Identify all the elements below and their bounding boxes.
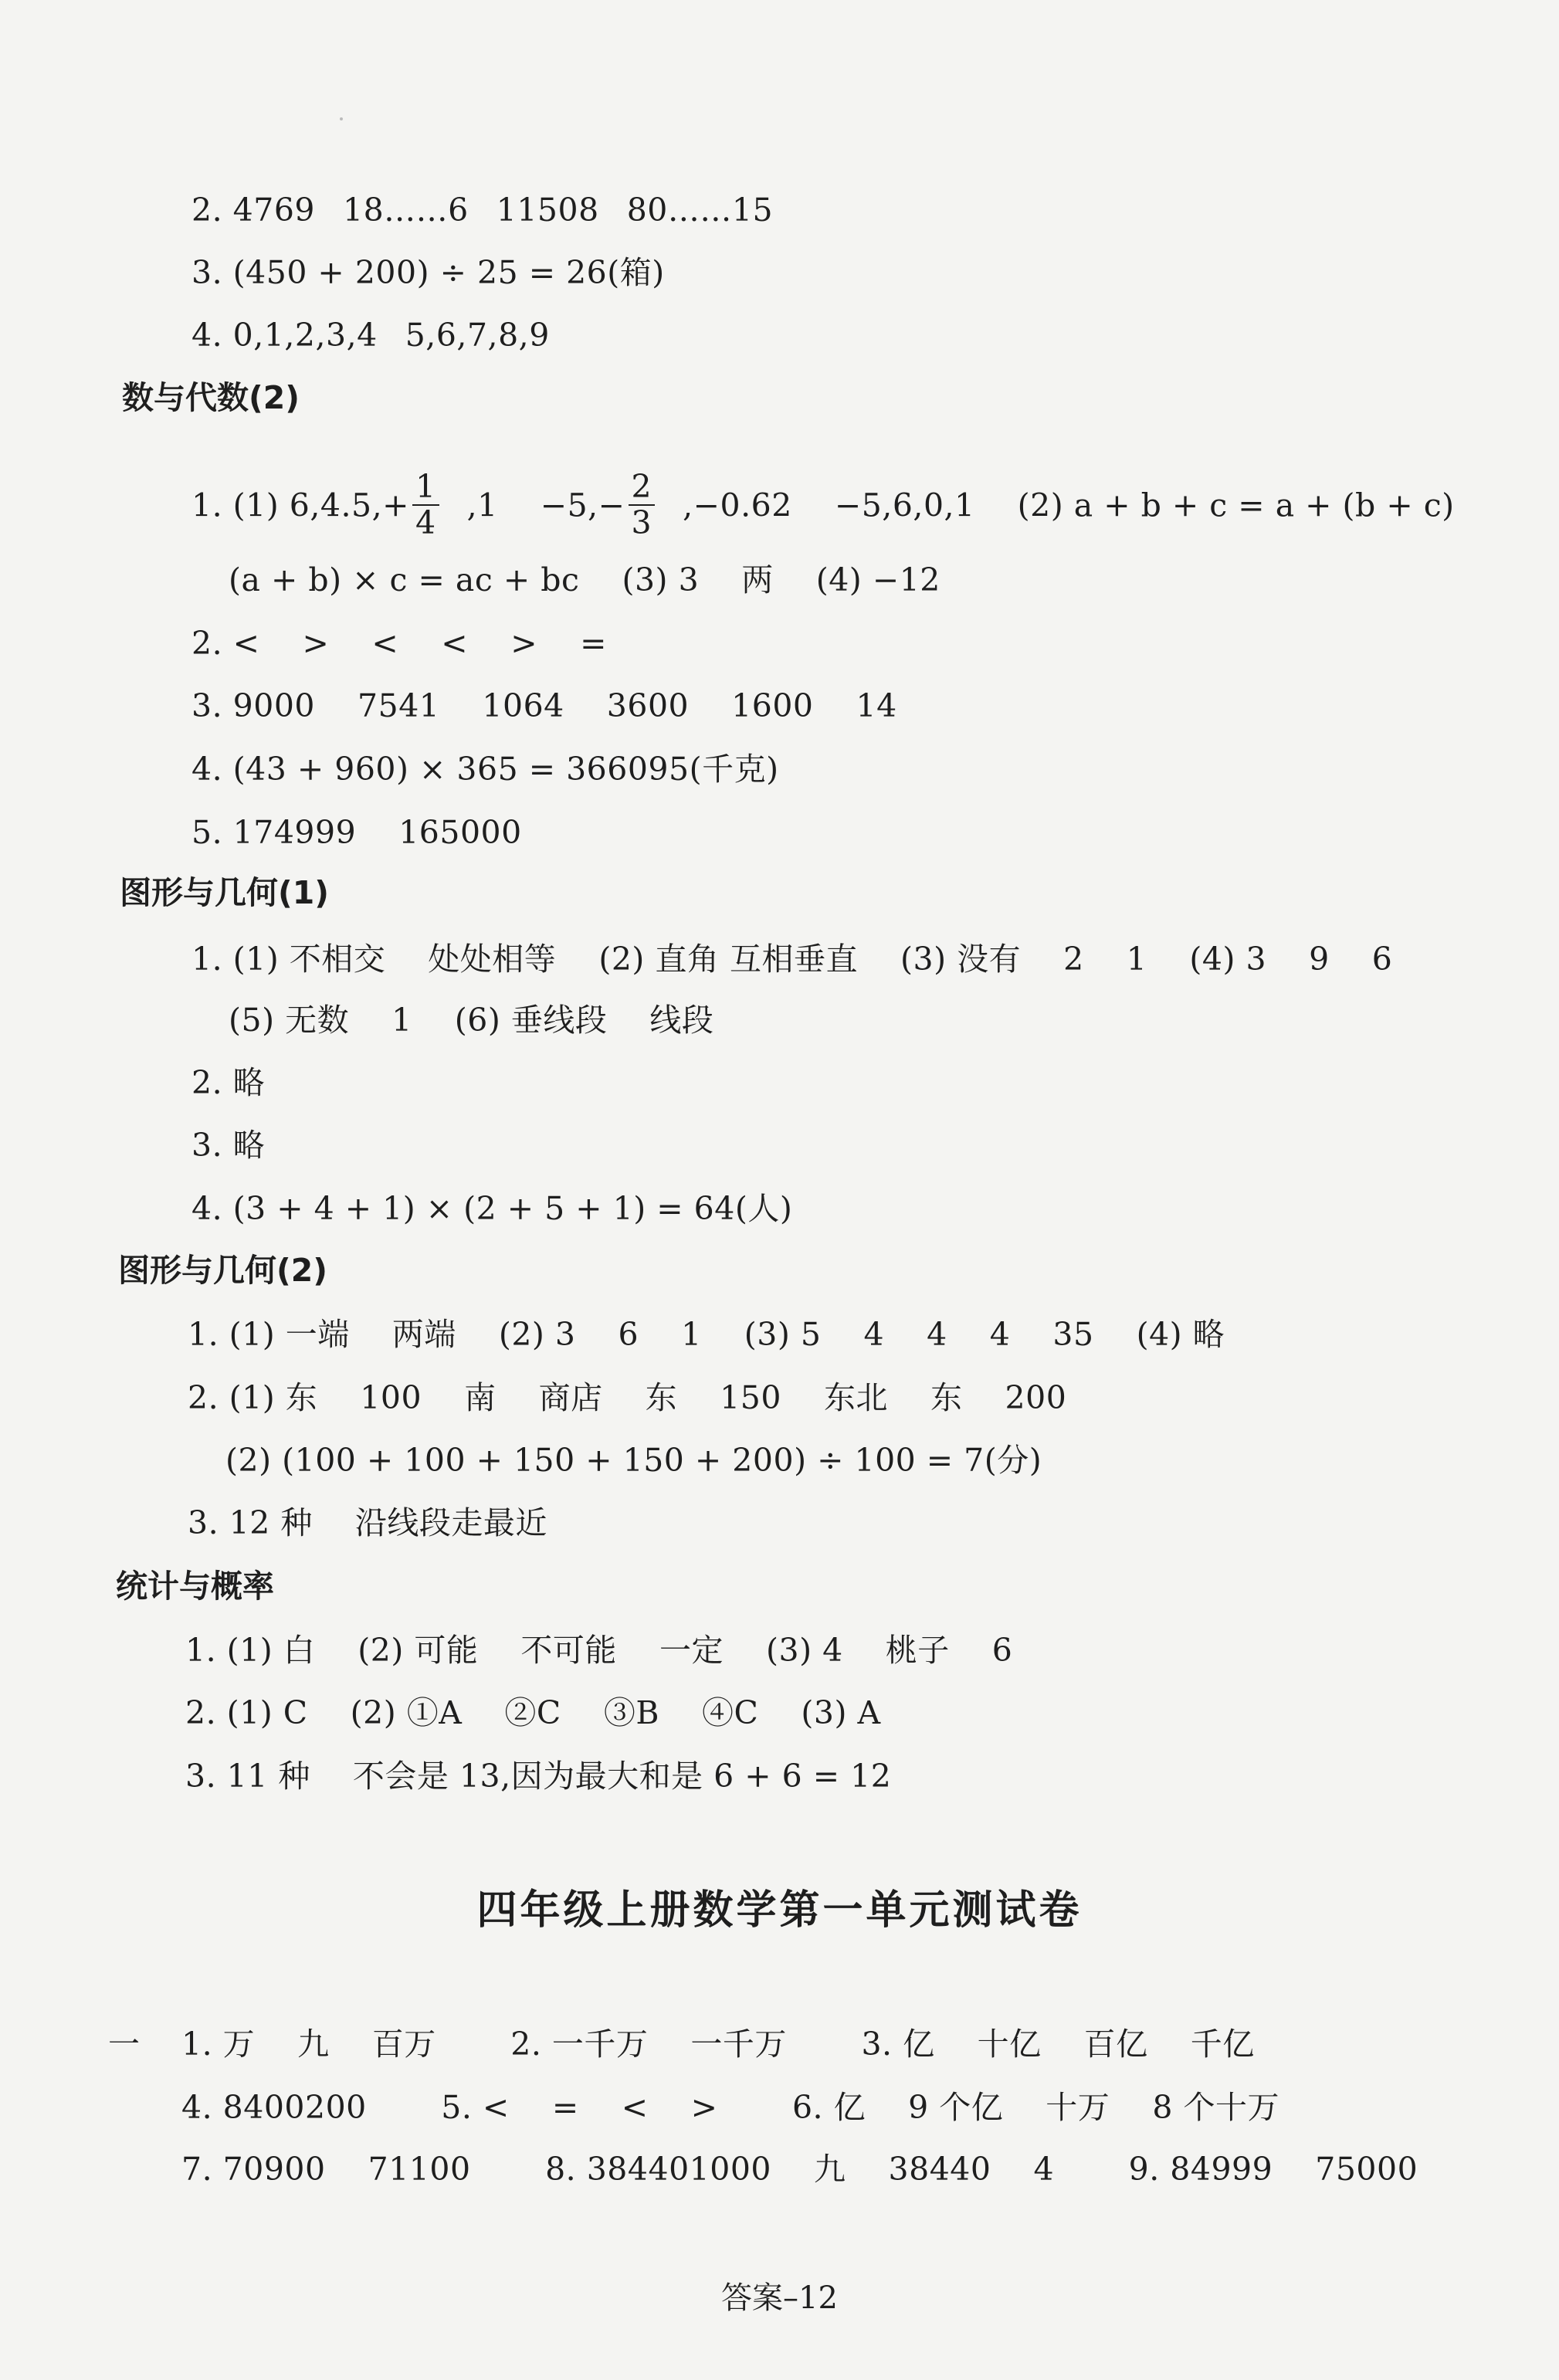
answer-line-4 — [191, 317, 578, 354]
test-line-2: 4. 8400200 5. < = < > 6. 亿 9 个亿 十万 8 个十万 — [181, 2089, 1279, 2126]
answer-part: 11508 — [496, 192, 599, 229]
geometry2-q3: 3. 12 种 沿线段走最近 — [188, 1504, 547, 1541]
algebra2-q1-line1 — [191, 468, 1455, 544]
answer-line-2 — [191, 192, 801, 229]
algebra2-q1-line2: (a + b) × c = ac + bc (3) 3 两 (4) −12 — [229, 561, 940, 598]
geometry2-q1: 1. (1) 一端 两端 (2) 3 6 1 (3) 5 4 4 4 35 (4) 略 — [188, 1316, 1225, 1353]
answer-label: 4. 0,1,2,3,4 — [191, 317, 378, 354]
section-title-geometry-2: 图形与几何(2) — [118, 1252, 328, 1289]
test-line-1: 1. 万 九 百万 2. 一千万 一千万 3. 亿 十亿 百亿 千亿 — [181, 2026, 1255, 2063]
algebra2-q3: 3. 9000 7541 1064 3600 1600 14 — [191, 687, 897, 724]
geometry1-q4: 4. (3 + 4 + 1) × (2 + 5 + 1) = 64(人) — [191, 1190, 793, 1227]
answer-part: 80……15 — [626, 192, 774, 229]
geometry1-q1-line1: 1. (1) 不相交 处处相等 (2) 直角 互相垂直 (3) 没有 2 1 (4) 3 9 6 — [191, 941, 1393, 978]
test-section-marker: 一 — [108, 2026, 141, 2063]
algebra2-q1-text: ,1 −5,− — [466, 487, 625, 524]
page-number: 答案–12 — [721, 2280, 838, 2316]
algebra2-q4: 4. (43 + 960) × 365 = 366095(千克) — [191, 751, 779, 788]
fraction-numerator: 2 — [629, 470, 656, 506]
algebra2-q1-text: 1. (1) 6,4.5,+ — [191, 487, 409, 524]
geometry1-q3: 3. 略 — [191, 1127, 266, 1164]
fraction-denominator: 3 — [631, 504, 652, 542]
answer-part: 18……6 — [343, 192, 469, 229]
test-title: 四年级上册数学第一单元测试卷 — [476, 1887, 1083, 1934]
answer-line-3 — [191, 254, 693, 291]
statistics-q3: 3. 11 种 不会是 13,因为最大和是 6 + 6 = 12 — [185, 1758, 892, 1795]
section-title-algebra-2: 数与代数(2) — [122, 379, 300, 416]
fraction-denominator: 4 — [415, 504, 436, 542]
geometry2-q2-line1: 2. (1) 东 100 南 商店 东 150 东北 东 200 — [188, 1379, 1067, 1416]
statistics-q1: 1. (1) 白 (2) 可能 不可能 一定 (3) 4 桃子 6 — [185, 1632, 1013, 1669]
algebra2-q5: 5. 174999 165000 — [191, 814, 522, 851]
geometry1-q1-line2: (5) 无数 1 (6) 垂线段 线段 — [229, 1002, 714, 1039]
test-line-3: 7. 70900 71100 8. 384401000 九 38440 4 9. 84999 75000 — [181, 2151, 1418, 2188]
scan-speck — [340, 117, 343, 120]
fraction-two-thirds — [629, 470, 683, 541]
geometry1-q2: 2. 略 — [191, 1064, 266, 1101]
fraction-numerator: 1 — [412, 470, 439, 506]
algebra2-q2: 2. < > < < > = — [191, 625, 607, 662]
section-title-geometry-1: 图形与几何(1) — [120, 874, 330, 911]
answer-part: 5,6,7,8,9 — [405, 317, 550, 354]
statistics-q2: 2. (1) C (2) ①A ②C ③B ④C (3) A — [185, 1694, 881, 1731]
section-title-statistics: 统计与概率 — [116, 1568, 274, 1605]
answer-label: 3. (450 + 200) ÷ 25 = 26(箱) — [191, 254, 665, 291]
geometry2-q2-line2: (2) (100 + 100 + 150 + 150 + 200) ÷ 100 = 7(分) — [225, 1442, 1042, 1479]
algebra2-q1-text: ,−0.62 −5,6,0,1 (2) a + b + c = a + (b + c) — [683, 487, 1455, 524]
answer-label: 2. 4769 — [191, 192, 315, 229]
fraction-one-quarter — [412, 470, 467, 541]
